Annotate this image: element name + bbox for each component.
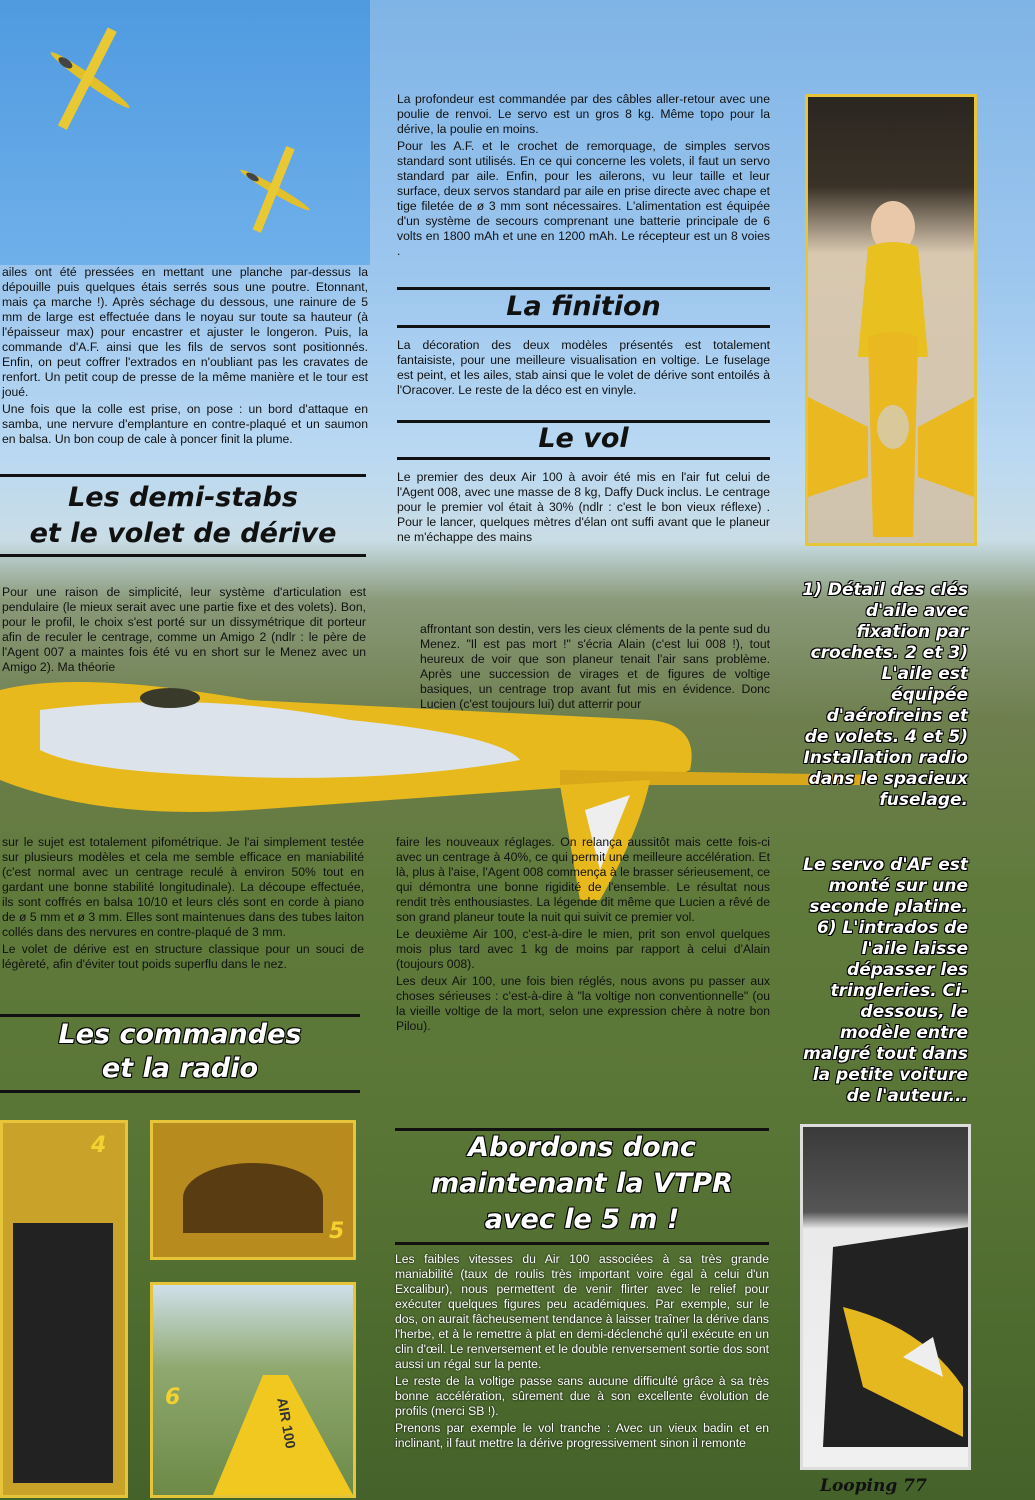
page-footer: Looping 77 bbox=[820, 1476, 927, 1496]
paragraph: La profondeur est commandée par des câbles aller-retour avec une poulie de renvoi. Le servo est un gros 8 kg. Même topo pour la dérive, la poulie en moins. bbox=[397, 92, 770, 136]
paragraph: Le deuxième Air 100, c'est-à-dire le mien, prit son envol quelques mois plus tard avec 1 kg de moins par rapport à celui d'Alain (toujours 008). bbox=[396, 927, 770, 971]
rule bbox=[0, 1014, 360, 1017]
heading-line: Abordons donc bbox=[468, 1132, 696, 1163]
paragraph: Pour les A.F. et le crochet de remorquage, de simples servos standard sont utilisés. En ce qui concerne les volets, il faut un servo standard par aile. Enfin, pour les ailerons, vu leur taille et leur surface, deux servos standard par aile en prise directe avec chape et tige filetée de ø 3 mm sont nécessaires. L'alimentation est équipée d'un système de secours comprenant une batterie principale de 6 volts en 1800 mAh et une en 1200 mAh. Le récepteur est un 8 voies . bbox=[397, 139, 770, 258]
heading-line: et la radio bbox=[101, 1053, 259, 1084]
heading-line: maintenant la VTPR bbox=[431, 1168, 733, 1199]
paragraph: Une fois que la colle est prise, on pose : un bord d'attaque en samba, une nervure d'emplanture en contre-plaqué et un saumon en balsa. Un bon coup de cale à poncer finit la plume. bbox=[2, 402, 368, 446]
mid-col-top-text bbox=[397, 92, 770, 261]
car-illustration bbox=[803, 1127, 968, 1467]
left-col-top-text bbox=[2, 265, 368, 449]
paragraph: Les faibles vitesses du Air 100 associées à sa très grande maniabilité (taux de roulis très important voire égal à celui d'un Excalibur), nous permettent de venir flirter avec le relief pour exécuter quelques figures peu académiques. Par exemple, sur le dos, on aurait fâcheusement tendance à laisser traîner la dérive dans l'herbe, et à le remettre à plat en demi-déclenché qu'il exécute en un clin d'œil. Le renversement et le double renversement sortie dos sont aussi un régal sur la pente. bbox=[395, 1252, 769, 1371]
paragraph: Le volet de dérive est en structure classique pour un souci de légèreté, afin d'éviter tout poids superflu dans le nez. bbox=[2, 942, 364, 971]
paragraph: Les deux Air 100, une fois bien réglés, nous avons pu passer aux choses sérieuses : c'est-à-dire à "la voltige non conventionnelle" (ou la vieille voltige de la mort, selon une expression chère à notre bon Pilou). bbox=[396, 974, 770, 1033]
heading-finition: La finition bbox=[506, 291, 661, 322]
photo-radio-install bbox=[0, 1120, 128, 1498]
heading-vtpr bbox=[395, 1130, 769, 1238]
wing-illustration bbox=[153, 1285, 353, 1495]
rule bbox=[395, 1242, 769, 1245]
rule bbox=[0, 1090, 360, 1093]
photo-baby-glider bbox=[805, 94, 977, 546]
heading-demi-stabs bbox=[0, 480, 366, 552]
vol-text-3 bbox=[396, 835, 770, 1036]
paragraph: ailes ont été pressées en mettant une planche par-dessus la dépouille puis quelques étais serrés sous une poutre. Etonnant, mais ça marche !). Après séchage du dessous, une rainure de 5 mm de large est effectuée dans le noyau sur toute sa hauteur (à l'épaisseur max) pour encastrer et ajuster le longeron. Puis, la commande d'A.F. ainsi que les fils de servos sont positionnés. Enfin, on peut coffrer l'extrados en n'oubliant pas les cravates de renfort. Un petit coup de presse de la même manière et le tour est joué. bbox=[2, 265, 368, 399]
heading-line: Les commandes bbox=[58, 1019, 302, 1050]
heading-commandes bbox=[0, 1018, 360, 1086]
photo-number: 5 bbox=[329, 1219, 345, 1244]
radio-board bbox=[13, 1223, 113, 1483]
caption-2: Le servo d'AF est monté sur une seconde platine. 6) L'intrados de l'aile laisse dépasser les tringleries. Ci-dessous, le modèle entre malgré tout dans la petite voiture de l'auteur... bbox=[803, 855, 968, 1106]
stabs-text-cont bbox=[2, 835, 364, 974]
paragraph: sur le sujet est totalement pifométrique. Je l'ai simplement testée sur plusieurs modèles et cela me semble efficace en maniabilité (c'est normal avec un centrage reculé à environ 50% tout en gardant une bonne stabilité longitudinale). La découpe effectuée, ils sont coffrés en balsa 10/10 et leurs clés sont en corde à piano de ø 5 mm et ø 3 mm. Elles sont maintenues dans des tubes laiton collés dans des nervures en contre-plaqué de 3 mm. bbox=[2, 835, 364, 939]
photo-car bbox=[800, 1124, 971, 1470]
heading-line: avec le 5 m ! bbox=[484, 1204, 680, 1235]
vol-text-2: affrontant son destin, vers les cieux cléments de la pente sud du Menez. "Il est pas mort !" s'écria Alain (c'est lui 008 !), tout heureux de voir que son planeur tenait l'air sans problème. Après une succession de virages et de figures de voltige basiques, un centrage trop avant fut mis en évidence. Donc Lucien (c'est toujours lui) dut atterrir pour bbox=[420, 622, 770, 711]
finition-text: La décoration des deux modèles présentés est totalement fantaisiste, pour une meilleure visualisation en voltige. Le fuselage est peint, et les ailes, stab ainsi que le volet de dérive sont entoilés à l'Oracover. Le reste de la déco est en vinyle. bbox=[397, 338, 770, 397]
fuselage-opening bbox=[183, 1163, 323, 1233]
heading-line: Les demi-stabs bbox=[68, 482, 298, 513]
paragraph: faire les nouveaux réglages. On relança aussitôt mais cette fois-ci avec un centrage à 40%, ce qui permit une meilleure accélération. Et là, plus à l'aise, l'Agent 008 commença à le brasser sérieusement, ce qui démontra une bonne rigidité de l'ensemble. Le résultat nous rendit très enthousiastes. La légende dit même que Lucien a rêvé de son grand planeur toute la nuit qui suivit ce premier vol. bbox=[396, 835, 770, 924]
vtpr-text bbox=[395, 1252, 769, 1453]
gliders-illustration bbox=[0, 0, 370, 265]
caption-1: 1) Détail des clés d'aile avec fixation par crochets. 2 et 3) L'aile est équipée d'aérofreins et de volets. 4 et 5) Installation radio dans le spacieux fuselage. bbox=[802, 580, 968, 810]
photo-number: 4 bbox=[91, 1133, 107, 1158]
rule bbox=[397, 457, 770, 460]
paragraph: Prenons par exemple le vol tranche : Avec un vieux badin et en inclinant, il faut mettre la dérive progressivement sinon il remonte bbox=[395, 1421, 769, 1450]
heading-vol: Le vol bbox=[538, 423, 629, 454]
rule bbox=[0, 474, 366, 477]
stabs-text: Pour une raison de simplicité, leur système d'articulation est pendulaire (le mieux serait avec une partie fixe et des volets). Bon, pour le profil, le choix s'est porté sur un dissymétrique dit porteur afin de reculer le centrage, comme un Amigo 2 (ndlr : le père de l'Agent 007 a maintes fois été vu en short sur le Menez avec un Amigo 2). Ma théorie bbox=[2, 585, 366, 674]
photo-wing bbox=[150, 1282, 356, 1498]
photo-number: 6 bbox=[165, 1385, 181, 1410]
vol-text-1: Le premier des deux Air 100 à avoir été mis en l'air fut celui de l'Agent 008, avec une masse de 8 kg, Daffy Duck inclus. Le centrage pour le premier vol était à 30% (ndlr : c'est le bon vieux réflexe) . Pour le lancer, quelques mètres d'élan ont suffi avant que le planeur ne m'échappe des mains bbox=[397, 470, 770, 544]
heading-line: et le volet de dérive bbox=[29, 518, 337, 549]
baby-glider-illustration bbox=[808, 97, 974, 543]
rule bbox=[397, 325, 770, 328]
paragraph: Le reste de la voltige passe sans aucune difficulté grâce à sa très bonne accélération, sûrement due à son excellente évolution de profils (merci SB !). bbox=[395, 1374, 769, 1418]
sky-photo bbox=[0, 0, 370, 265]
wing-label: AIR 100 bbox=[274, 1396, 300, 1450]
photo-fuselage-interior bbox=[150, 1120, 356, 1260]
rule bbox=[0, 554, 366, 557]
